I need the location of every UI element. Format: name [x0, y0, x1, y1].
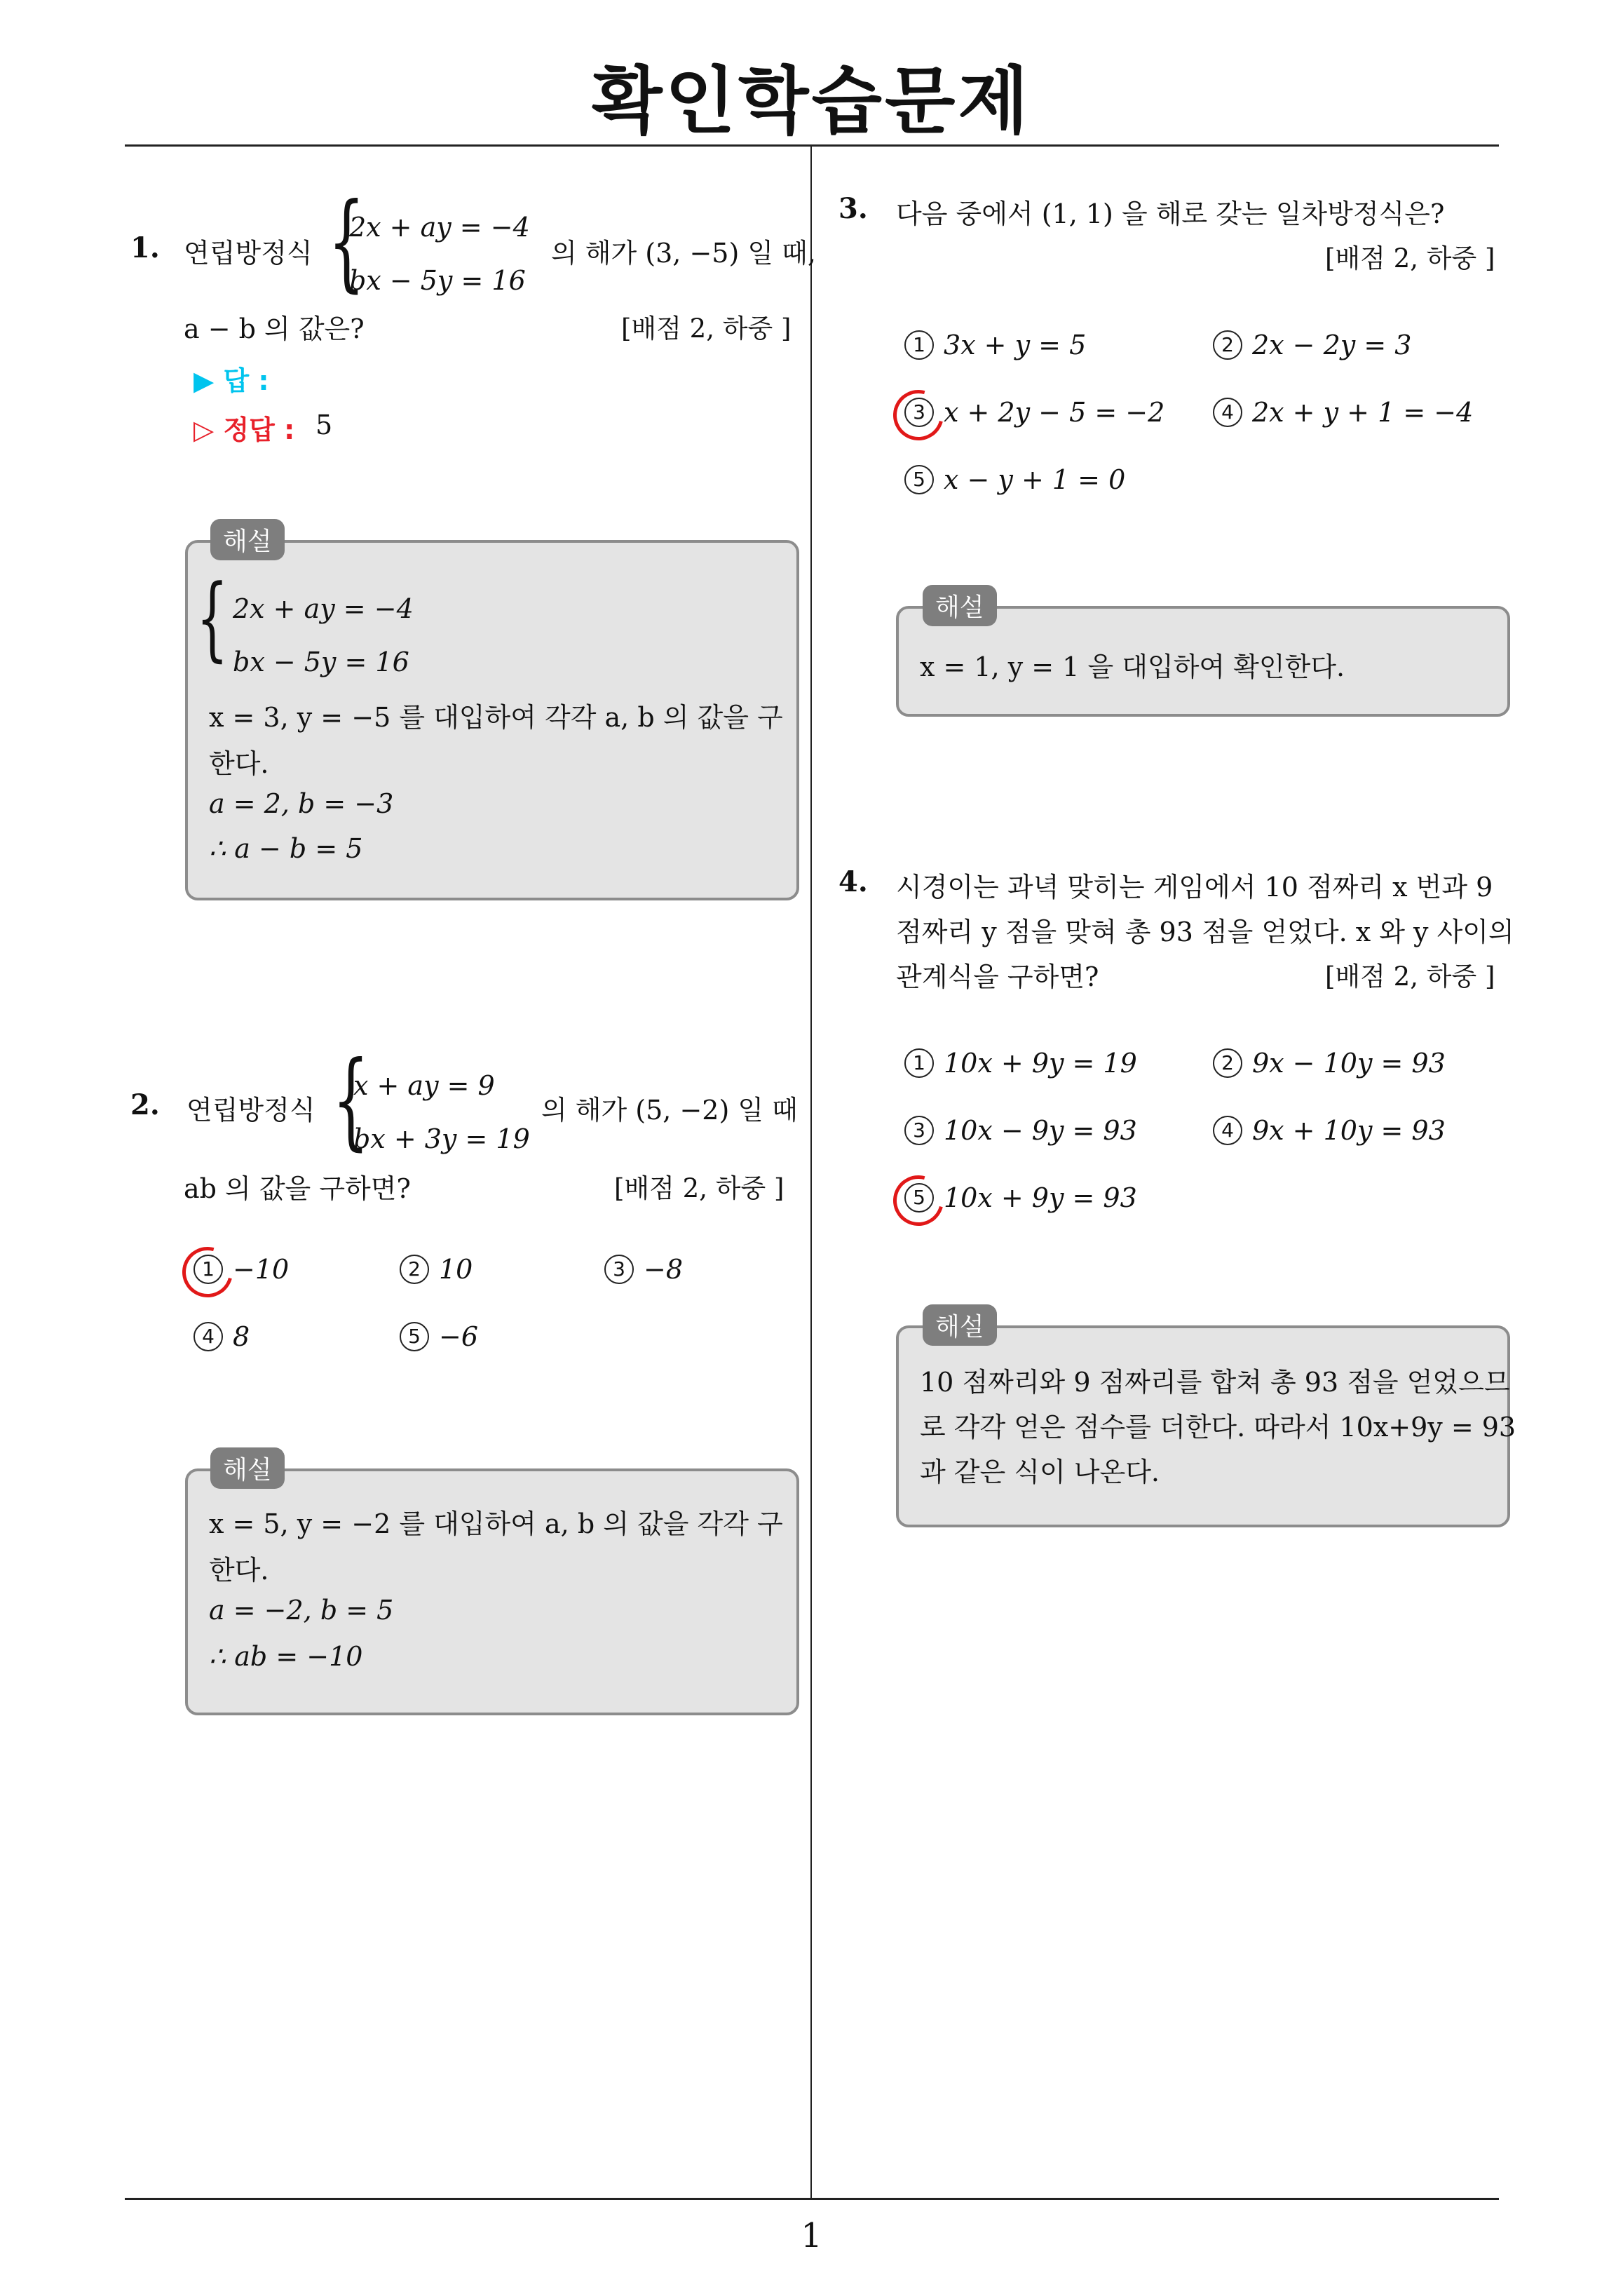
- explanation-tag: 해설: [923, 1304, 997, 1346]
- system-brace: {: [196, 565, 229, 671]
- explanation-line-3: a = 2, b = −3: [209, 788, 394, 819]
- choice-1[interactable]: 1 −10: [193, 1254, 289, 1285]
- header-rule: [125, 144, 1499, 147]
- choice-1[interactable]: 1 10x + 9y = 19: [904, 1048, 1137, 1079]
- question-prefix: 연립방정식: [184, 238, 313, 269]
- question-line-2: a − b 의 값은?: [184, 313, 365, 344]
- score-meta: [배점 2, 하중 ]: [1325, 243, 1495, 274]
- selected-answer-mark: [173, 1238, 242, 1306]
- system-brace: {: [328, 181, 365, 303]
- question-line-2: ab 의 값을 구하면?: [184, 1173, 411, 1204]
- correct-answer-value: 5: [315, 410, 333, 440]
- choice-2[interactable]: 2 9x − 10y = 93: [1213, 1048, 1446, 1079]
- question-number: 1.: [130, 231, 160, 264]
- explanation-tag: 해설: [210, 519, 285, 560]
- choice-2[interactable]: 2 10: [400, 1254, 473, 1285]
- page-number: 1: [801, 2216, 822, 2255]
- choice-3[interactable]: 3 −8: [604, 1254, 683, 1285]
- explanation-line-4: ∴ ab = −10: [209, 1641, 363, 1672]
- choice-5[interactable]: 5 10x + 9y = 93: [904, 1182, 1137, 1213]
- choice-4[interactable]: 4 9x + 10y = 93: [1213, 1115, 1446, 1146]
- explanation-line-3: a = −2, b = 5: [209, 1595, 394, 1626]
- question-line-3: 관계식을 구하면?: [896, 961, 1099, 992]
- system-brace: {: [332, 1039, 369, 1161]
- explanation-line-1: x = 5, y = −2 를 대입하여 a, b 의 값을 각각 구: [209, 1508, 783, 1539]
- equation-2: bx − 5y = 16: [349, 265, 526, 296]
- question-number: 4.: [838, 865, 868, 898]
- question-suffix: 의 해가 (5, −2) 일 때: [541, 1095, 798, 1126]
- explanation-tag: 해설: [923, 585, 997, 626]
- question-prefix: 연립방정식: [186, 1095, 315, 1126]
- question-line-1: 다음 중에서 (1, 1) 을 해로 갖는 일차방정식은?: [896, 198, 1445, 229]
- choice-4[interactable]: 4 8: [193, 1321, 250, 1352]
- equation-2: bx + 3y = 19: [353, 1123, 530, 1154]
- equation-1: 2x + ay = −4: [349, 212, 530, 243]
- selected-answer-mark: [884, 381, 953, 450]
- explanation-line-2: 한다.: [209, 1555, 269, 1586]
- footer-rule: [125, 2198, 1499, 2200]
- choice-5[interactable]: 5 x − y + 1 = 0: [904, 464, 1125, 495]
- choice-1[interactable]: 1 3x + y = 5: [904, 330, 1086, 360]
- explanation-eq-1: 2x + ay = −4: [233, 593, 414, 624]
- question-line-1: 시경이는 과녁 맞히는 게임에서 10 점짜리 x 번과 9: [896, 872, 1493, 903]
- score-meta: [배점 2, 하중 ]: [614, 1173, 785, 1203]
- explanation-tag: 해설: [210, 1447, 285, 1489]
- choice-4[interactable]: 4 2x + y + 1 = −4: [1213, 397, 1473, 428]
- explanation-box: [185, 1468, 799, 1715]
- explanation-box: [185, 540, 799, 900]
- explanation-eq-2: bx − 5y = 16: [233, 647, 409, 677]
- explanation-line-1: x = 1, y = 1 을 대입하여 확인한다.: [920, 651, 1345, 682]
- column-divider: [810, 146, 812, 2199]
- question-suffix: 의 해가 (3, −5) 일 때,: [551, 238, 816, 269]
- explanation-line-3: 과 같은 식이 나온다.: [920, 1457, 1160, 1487]
- selected-answer-mark: [884, 1166, 953, 1235]
- question-line-2: 점짜리 y 점을 맞혀 총 93 점을 얻었다. x 와 y 사이의: [896, 917, 1514, 947]
- explanation-box: [896, 1325, 1516, 1527]
- choice-5[interactable]: 5 −6: [400, 1321, 478, 1352]
- correct-answer-label: ▷ 정답 :: [193, 414, 295, 445]
- explanation-line-2: 한다.: [209, 748, 269, 779]
- score-meta: [배점 2, 하중 ]: [621, 313, 792, 344]
- question-number: 2.: [130, 1088, 160, 1121]
- equation-1: x + ay = 9: [353, 1070, 495, 1101]
- answer-label: ▶ 답 :: [193, 365, 269, 396]
- choice-3[interactable]: 3 10x − 9y = 93: [904, 1115, 1137, 1146]
- explanation-line-1: x = 3, y = −5 를 대입하여 각각 a, b 의 값을 구: [209, 702, 783, 733]
- question-number: 3.: [838, 192, 868, 225]
- explanation-line-4: ∴ a − b = 5: [209, 833, 363, 864]
- score-meta: [배점 2, 하중 ]: [1325, 961, 1495, 992]
- choice-3[interactable]: 3 x + 2y − 5 = −2: [904, 397, 1164, 428]
- explanation-line-2: 로 각각 얻은 점수를 더한다. 따라서 10x+9y = 93: [920, 1412, 1516, 1443]
- page-title: 확인학습문제: [592, 58, 1031, 144]
- explanation-line-1: 10 점짜리와 9 점짜리를 합쳐 총 93 점을 얻었으므: [920, 1367, 1510, 1398]
- choice-2[interactable]: 2 2x − 2y = 3: [1213, 330, 1411, 360]
